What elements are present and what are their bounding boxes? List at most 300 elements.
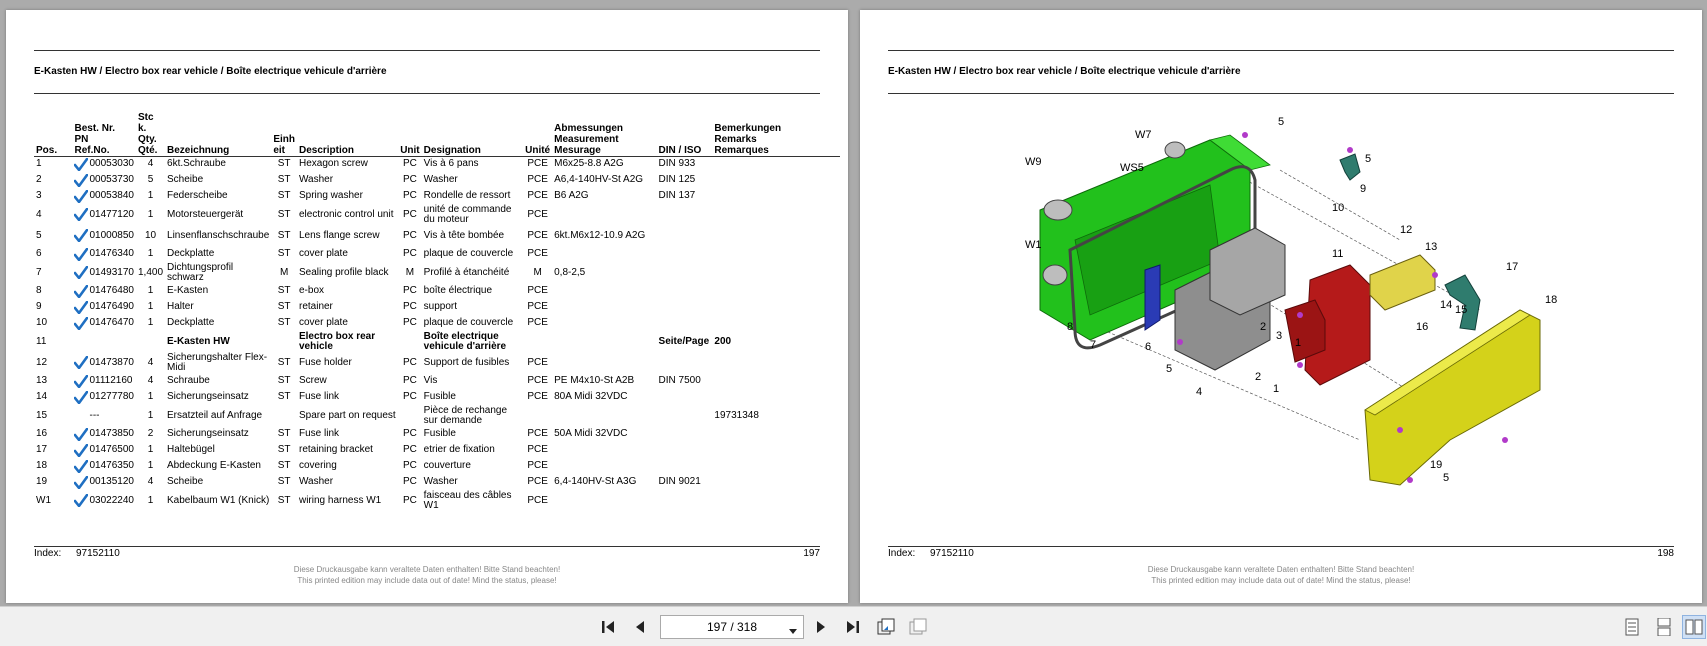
cell-desig: Boîte electrique vehicule d'arrière bbox=[423, 330, 507, 352]
cell-bez: Motorsteuergerät bbox=[167, 208, 244, 220]
col-remarks: Bemerkungen Remarks Remarques bbox=[712, 111, 840, 156]
callout-label: 7 bbox=[1090, 339, 1097, 351]
cell-desig: support bbox=[423, 301, 458, 312]
cell-qty: 1 bbox=[147, 208, 154, 220]
cell-meas: 50A Midi 32VDC bbox=[554, 428, 628, 439]
cell-unite: PCE bbox=[527, 356, 548, 368]
col-qty: Stc k. Qty. Qté. bbox=[136, 111, 165, 156]
first-page-icon[interactable] bbox=[597, 615, 621, 639]
cell-einh: ST bbox=[277, 460, 291, 471]
left-page bbox=[6, 10, 848, 603]
cell-unit bbox=[398, 405, 421, 426]
cell-din: DIN 933 bbox=[658, 158, 696, 170]
cell-pn: 00053730 bbox=[72, 172, 136, 188]
cell-desig: Fusible bbox=[423, 428, 456, 439]
cell-pos: 14 bbox=[36, 391, 48, 402]
cell-din: DIN 9021 bbox=[658, 476, 701, 487]
disclaimer-en: This printed edition may include data out of date! Mind the status, please! bbox=[1151, 576, 1411, 585]
cell-qty: 1 bbox=[147, 317, 154, 328]
cell-rem bbox=[712, 389, 840, 405]
cell-bez: Deckplatte bbox=[167, 317, 215, 328]
cell-pos: 8 bbox=[36, 285, 42, 296]
cell-din: Seite/Page bbox=[658, 335, 710, 347]
cell-pos: 2 bbox=[36, 174, 42, 185]
fit-page-icon[interactable] bbox=[874, 615, 898, 639]
table-header-row bbox=[34, 111, 840, 156]
cell-din bbox=[657, 405, 713, 426]
cell-qty: 4 bbox=[147, 375, 154, 386]
table-row bbox=[34, 299, 840, 315]
table-row bbox=[34, 172, 840, 188]
cell-din bbox=[657, 389, 713, 405]
cell-din bbox=[657, 442, 713, 458]
cell-meas bbox=[552, 490, 656, 511]
continuous-icon[interactable] bbox=[1652, 615, 1676, 639]
disclaimer bbox=[6, 564, 848, 586]
cell-desig: faisceau des câbles W1 bbox=[423, 489, 512, 511]
cell-din bbox=[657, 283, 713, 299]
table-row bbox=[34, 405, 840, 426]
cell-pn: 01112160 bbox=[72, 373, 136, 389]
footer-rule bbox=[888, 546, 1674, 547]
cell-desig: Washer bbox=[423, 174, 458, 185]
fuse-holder-part bbox=[1285, 265, 1370, 385]
cell-meas bbox=[552, 204, 656, 225]
cell-einh: ST bbox=[277, 158, 291, 170]
table-row bbox=[34, 389, 840, 405]
callout-label: 2 bbox=[1260, 321, 1267, 333]
right-page bbox=[860, 10, 1702, 603]
cell-qty: 1 bbox=[147, 444, 154, 455]
checkmark-icon bbox=[74, 391, 88, 404]
cell-unite bbox=[523, 331, 552, 352]
cell-unite: PCE bbox=[527, 476, 548, 487]
callout-label: 2 bbox=[1255, 371, 1262, 383]
cell-unite: PCE bbox=[527, 460, 548, 471]
cell-unite: PCE bbox=[527, 229, 548, 241]
cell-meas: B6 A2G bbox=[554, 190, 589, 201]
table-row bbox=[34, 458, 840, 474]
checkmark-icon bbox=[74, 375, 88, 388]
cell-unite: PCE bbox=[527, 285, 548, 296]
cell-bez: Scheibe bbox=[167, 476, 204, 487]
cell-meas bbox=[552, 405, 656, 426]
disclaimer bbox=[860, 564, 1702, 586]
table-row bbox=[34, 283, 840, 299]
fuse-link-part bbox=[1370, 255, 1435, 310]
cell-qty: 1 bbox=[147, 494, 154, 506]
cell-unite: M bbox=[533, 266, 542, 278]
cell-pos: 7 bbox=[36, 266, 42, 278]
chevron-down-icon bbox=[789, 624, 797, 638]
cell-pn: 01277780 bbox=[72, 389, 136, 405]
col-pn: Best. Nr. PN Ref.No. bbox=[72, 111, 136, 156]
two-page-icon[interactable] bbox=[1682, 615, 1706, 639]
cell-pn: 01476500 bbox=[72, 442, 136, 458]
cell-din bbox=[657, 315, 713, 331]
title-rule bbox=[34, 93, 820, 94]
cell-desc: Lens flange screw bbox=[298, 229, 380, 241]
cell-bez: Halter bbox=[167, 301, 194, 312]
cell-din bbox=[657, 458, 713, 474]
cell-qty: 1 bbox=[147, 391, 154, 402]
cell-bez: E-Kasten bbox=[167, 285, 209, 296]
cell-qty: 1 bbox=[147, 190, 154, 201]
cell-qty: 1 bbox=[147, 285, 154, 296]
cell-pn: 01473850 bbox=[72, 426, 136, 442]
cell-bez: Scheibe bbox=[167, 174, 204, 185]
cell-bez: Sicherungseinsatz bbox=[167, 391, 249, 402]
exploded-view-diagram bbox=[980, 110, 1580, 540]
table-row bbox=[34, 188, 840, 204]
cell-pos: 3 bbox=[36, 190, 42, 201]
section-title: E-Kasten HW / Electro box rear vehicle / Boîte electrique vehicule d'arrière bbox=[34, 66, 387, 77]
table-row bbox=[34, 474, 840, 490]
cell-unit: PC bbox=[402, 428, 417, 439]
cell-einh: ST bbox=[277, 476, 291, 487]
cell-unite: PCE bbox=[527, 174, 548, 185]
callout-label: 11 bbox=[1332, 248, 1344, 260]
cell-unit: PC bbox=[402, 174, 417, 185]
checkmark-icon bbox=[74, 428, 88, 441]
callout-label: 12 bbox=[1400, 224, 1413, 236]
cell-unit: PC bbox=[402, 190, 417, 201]
cell-desig: Rondelle de ressort bbox=[423, 190, 511, 201]
cell-desig: etrier de fixation bbox=[423, 444, 495, 455]
cell-rem bbox=[712, 373, 840, 389]
table-row bbox=[34, 352, 840, 373]
cell-pos: 17 bbox=[36, 444, 48, 455]
cell-rem bbox=[712, 172, 840, 188]
viewer-toolbar bbox=[0, 606, 1707, 646]
cell-pn: 03022240 bbox=[72, 490, 136, 511]
cell-einh bbox=[271, 331, 297, 352]
cell-din bbox=[657, 246, 713, 262]
checkmark-icon bbox=[74, 356, 88, 369]
cell-einh: ST bbox=[277, 317, 291, 328]
cell-din: DIN 137 bbox=[658, 190, 696, 201]
cell-einh: ST bbox=[277, 428, 291, 439]
cell-meas: 80A Midi 32VDC bbox=[554, 391, 628, 402]
callout-label: W7 bbox=[1135, 129, 1152, 141]
cell-qty: 2 bbox=[147, 428, 154, 439]
col-unit: Unit bbox=[398, 111, 421, 156]
cell-einh: ST bbox=[277, 208, 291, 220]
cell-pn: 01476340 bbox=[72, 246, 136, 262]
cell-pn: 01476350 bbox=[72, 458, 136, 474]
table-row bbox=[34, 373, 840, 389]
cell-desc: Fuse link bbox=[298, 391, 339, 402]
callout-label: 19 bbox=[1430, 459, 1443, 471]
cell-unit: PC bbox=[402, 356, 417, 368]
cell-pn: 00053030 bbox=[72, 156, 136, 172]
page-number: 198 bbox=[1657, 548, 1674, 559]
page-selector[interactable] bbox=[660, 615, 804, 639]
cell-desig: Vis à 6 pans bbox=[423, 158, 479, 170]
cell-pn bbox=[72, 331, 136, 352]
cell-din bbox=[657, 490, 713, 511]
table-row bbox=[34, 442, 840, 458]
cell-unit: PC bbox=[402, 375, 417, 386]
cell-einh: ST bbox=[277, 248, 291, 259]
cell-meas bbox=[552, 315, 656, 331]
cell-pos: 16 bbox=[36, 428, 48, 439]
cell-unit: PC bbox=[402, 208, 417, 220]
fit-width-icon[interactable] bbox=[906, 615, 930, 639]
callout-label: 5 bbox=[1365, 153, 1372, 165]
cell-unite: PCE bbox=[527, 444, 548, 455]
footer-rule bbox=[34, 546, 820, 547]
cell-unit: PC bbox=[402, 444, 417, 455]
callout-label: 5 bbox=[1278, 116, 1285, 128]
page-footer bbox=[34, 548, 820, 559]
cell-bez: Ersatzteil auf Anfrage bbox=[167, 409, 263, 421]
col-einheit: Einh eit bbox=[271, 111, 297, 156]
cell-einh: ST bbox=[277, 356, 291, 368]
checkmark-icon bbox=[74, 248, 88, 261]
cell-einh: ST bbox=[277, 285, 291, 296]
cell-pn: 00053840 bbox=[72, 188, 136, 204]
index-value: 97152110 bbox=[930, 548, 974, 559]
cell-rem bbox=[712, 204, 840, 225]
cell-din bbox=[657, 352, 713, 373]
cell-desig: plaque de couvercle bbox=[423, 248, 514, 259]
page-number: 197 bbox=[803, 548, 820, 559]
index-value: 97152110 bbox=[76, 548, 120, 559]
cell-pn: 01476490 bbox=[72, 299, 136, 315]
table-row bbox=[34, 204, 840, 225]
cell-din bbox=[657, 204, 713, 225]
cell-bez: Sicherungseinsatz bbox=[167, 428, 249, 439]
cell-desc: Hexagon screw bbox=[298, 158, 368, 170]
cell-pn: 01476480 bbox=[72, 283, 136, 299]
cell-pn: --- bbox=[89, 409, 100, 421]
cell-einh: ST bbox=[277, 174, 291, 185]
cell-bez: Haltebügel bbox=[167, 444, 215, 455]
cell-desc: Sealing profile black bbox=[298, 266, 389, 278]
cell-unit: PC bbox=[402, 391, 417, 402]
cell-meas bbox=[552, 246, 656, 262]
checkmark-icon bbox=[74, 229, 88, 242]
cell-pos: 1 bbox=[36, 158, 42, 170]
cell-din: DIN 125 bbox=[658, 174, 696, 185]
cell-qty: 4 bbox=[147, 476, 154, 487]
cell-rem bbox=[712, 299, 840, 315]
cell-qty: 1,400 bbox=[137, 266, 164, 278]
callout-label: 15 bbox=[1455, 304, 1468, 316]
cell-einh: ST bbox=[277, 229, 291, 241]
cell-unite: PCE bbox=[527, 190, 548, 201]
table-row bbox=[34, 315, 840, 331]
cell-unit: PC bbox=[402, 494, 417, 506]
cell-desig: unité de commande du moteur bbox=[423, 203, 512, 225]
cell-bez: Sicherungshalter Flex-Midi bbox=[167, 351, 268, 373]
cell-unite: PCE bbox=[527, 158, 548, 170]
index-label: Index: bbox=[888, 548, 916, 559]
cell-desig: Fusible bbox=[423, 391, 456, 402]
cell-qty: 1 bbox=[147, 409, 154, 421]
callout-label: 18 bbox=[1545, 294, 1558, 306]
callout-label: 13 bbox=[1425, 241, 1438, 253]
cell-pos: 18 bbox=[36, 460, 48, 471]
callout-label: 6 bbox=[1145, 341, 1152, 353]
callout-label: 14 bbox=[1440, 299, 1453, 311]
cell-bez: Dichtungsprofil schwarz bbox=[167, 261, 234, 283]
checkmark-icon bbox=[74, 476, 88, 489]
col-description: Description bbox=[297, 111, 398, 156]
cell-pn: 01476470 bbox=[72, 315, 136, 331]
cell-unite: PCE bbox=[527, 301, 548, 312]
cell-meas: 6kt.M6x12-10.9 A2G bbox=[554, 229, 646, 241]
cell-unite: PCE bbox=[527, 494, 548, 506]
cell-desig: Pièce de rechange sur demande bbox=[423, 404, 508, 426]
checkmark-icon bbox=[74, 158, 88, 171]
disclaimer-en: This printed edition may include data out of date! Mind the status, please! bbox=[297, 576, 557, 585]
checkmark-icon bbox=[74, 301, 88, 314]
callout-label: 9 bbox=[1360, 183, 1367, 195]
table-row bbox=[34, 331, 840, 352]
cell-desig: Washer bbox=[423, 476, 458, 487]
cell-pos: 5 bbox=[36, 229, 42, 241]
cell-bez: Linsenflanschschraube bbox=[167, 229, 270, 241]
cell-rem bbox=[712, 442, 840, 458]
cell-qty: 1 bbox=[147, 301, 154, 312]
cell-desig: Vis à tête bombée bbox=[423, 229, 505, 241]
cell-unit: PC bbox=[402, 158, 417, 170]
cell-rem bbox=[712, 262, 840, 283]
page-footer bbox=[888, 548, 1674, 559]
cell-pos: 13 bbox=[36, 375, 48, 386]
prev-page-icon[interactable] bbox=[628, 615, 652, 639]
cell-meas bbox=[552, 299, 656, 315]
cell-pos: 11 bbox=[36, 335, 47, 347]
cell-pos: 6 bbox=[36, 248, 42, 259]
cell-desc: retainer bbox=[298, 301, 333, 312]
cell-meas bbox=[552, 331, 656, 352]
checkmark-icon bbox=[74, 285, 88, 298]
checkmark-icon bbox=[74, 460, 88, 473]
title-rule bbox=[888, 93, 1674, 94]
cell-bez: Schraube bbox=[167, 375, 210, 386]
cell-unit: PC bbox=[402, 229, 417, 241]
col-pos: Pos. bbox=[34, 111, 72, 156]
cell-unit bbox=[398, 331, 421, 352]
cell-rem bbox=[712, 315, 840, 331]
cell-qty: 5 bbox=[147, 174, 154, 185]
cell-rem bbox=[712, 490, 840, 511]
cell-meas bbox=[552, 283, 656, 299]
table-row bbox=[34, 225, 840, 246]
disclaimer-de: Diese Druckausgabe kann veraltete Daten enthalten! Bitte Stand beachten! bbox=[293, 565, 561, 574]
callout-label: 1 bbox=[1273, 383, 1280, 395]
next-page-icon[interactable] bbox=[809, 615, 833, 639]
cell-desc: electronic control unit bbox=[298, 208, 394, 220]
cell-meas: M6x25-8.8 A2G bbox=[554, 158, 624, 170]
cell-desc: cover plate bbox=[298, 248, 348, 259]
cell-desc: covering bbox=[298, 460, 337, 471]
callout-label: 4 bbox=[1196, 386, 1203, 398]
callout-label: 10 bbox=[1332, 202, 1345, 214]
cell-meas bbox=[552, 458, 656, 474]
cell-meas bbox=[552, 442, 656, 458]
disclaimer-de: Diese Druckausgabe kann veraltete Daten enthalten! Bitte Stand beachten! bbox=[1147, 565, 1415, 574]
cell-desc: Screw bbox=[298, 375, 327, 386]
cell-qty: 10 bbox=[144, 229, 157, 241]
table-row bbox=[34, 262, 840, 283]
cell-qty: 1 bbox=[147, 248, 154, 259]
cell-qty: 1 bbox=[147, 460, 154, 471]
cell-rem bbox=[712, 458, 840, 474]
section-title: E-Kasten HW / Electro box rear vehicle / Boîte electrique vehicule d'arrière bbox=[888, 66, 1241, 77]
cell-unit: M bbox=[405, 266, 415, 278]
table-row bbox=[34, 490, 840, 511]
cell-bez: Federscheibe bbox=[167, 190, 228, 201]
single-page-icon[interactable] bbox=[1620, 615, 1644, 639]
cell-desig: couverture bbox=[423, 460, 471, 471]
cover-plate-part bbox=[1145, 265, 1160, 330]
cell-einh: ST bbox=[277, 494, 291, 506]
cell-rem bbox=[712, 188, 840, 204]
checkmark-icon bbox=[74, 317, 88, 330]
callout-label: W1 bbox=[1025, 239, 1042, 251]
cell-unit: PC bbox=[402, 285, 417, 296]
cell-pos: W1 bbox=[36, 494, 51, 506]
cell-unite: PCE bbox=[527, 428, 548, 439]
cell-pn: 01477120 bbox=[72, 204, 136, 225]
cell-desig: plaque de couvercle bbox=[423, 317, 514, 328]
cell-einh bbox=[271, 405, 297, 426]
cell-desig: Support de fusibles bbox=[423, 356, 510, 368]
cell-bez: E-Kasten HW bbox=[167, 335, 230, 347]
last-page-icon[interactable] bbox=[840, 615, 864, 639]
top-rule bbox=[34, 50, 820, 51]
cell-din bbox=[657, 426, 713, 442]
cell-din bbox=[657, 262, 713, 283]
cell-pos: 12 bbox=[36, 356, 48, 368]
cell-rem bbox=[712, 283, 840, 299]
cell-pos: 15 bbox=[36, 409, 48, 421]
cell-desig: Profilé à étanchéité bbox=[423, 266, 510, 278]
top-rule bbox=[888, 50, 1674, 51]
page-indicator: 197 / 318 bbox=[706, 620, 758, 634]
checkmark-icon bbox=[74, 266, 88, 279]
cell-einh: ST bbox=[277, 301, 291, 312]
cell-unit: PC bbox=[402, 317, 417, 328]
cell-qty bbox=[136, 331, 165, 352]
cell-einh: ST bbox=[277, 190, 291, 201]
cell-einh: ST bbox=[277, 444, 291, 455]
cell-pos: 4 bbox=[36, 208, 42, 220]
callout-label: 5 bbox=[1166, 363, 1173, 375]
col-measurement: Abmessungen Measurement Mesurage bbox=[552, 111, 656, 156]
cell-unit: PC bbox=[402, 301, 417, 312]
callout-label: 16 bbox=[1416, 321, 1429, 333]
cell-meas: A6,4-140HV-St A2G bbox=[554, 174, 644, 185]
cell-bez: Abdeckung E-Kasten bbox=[167, 460, 261, 471]
cell-desc: Washer bbox=[298, 174, 334, 185]
cell-desc: cover plate bbox=[298, 317, 348, 328]
parts-table-body bbox=[34, 156, 840, 511]
cell-bez: Kabelbaum W1 (Knick) bbox=[167, 494, 270, 506]
cell-din bbox=[657, 299, 713, 315]
cell-einh: M bbox=[279, 266, 289, 278]
cell-unite: PCE bbox=[527, 208, 548, 220]
index-label: Index: bbox=[34, 548, 62, 559]
cell-qty: 4 bbox=[147, 356, 154, 368]
cell-desc: Washer bbox=[298, 476, 334, 487]
callout-label: 5 bbox=[1443, 472, 1450, 484]
cell-bez: Deckplatte bbox=[167, 248, 215, 259]
